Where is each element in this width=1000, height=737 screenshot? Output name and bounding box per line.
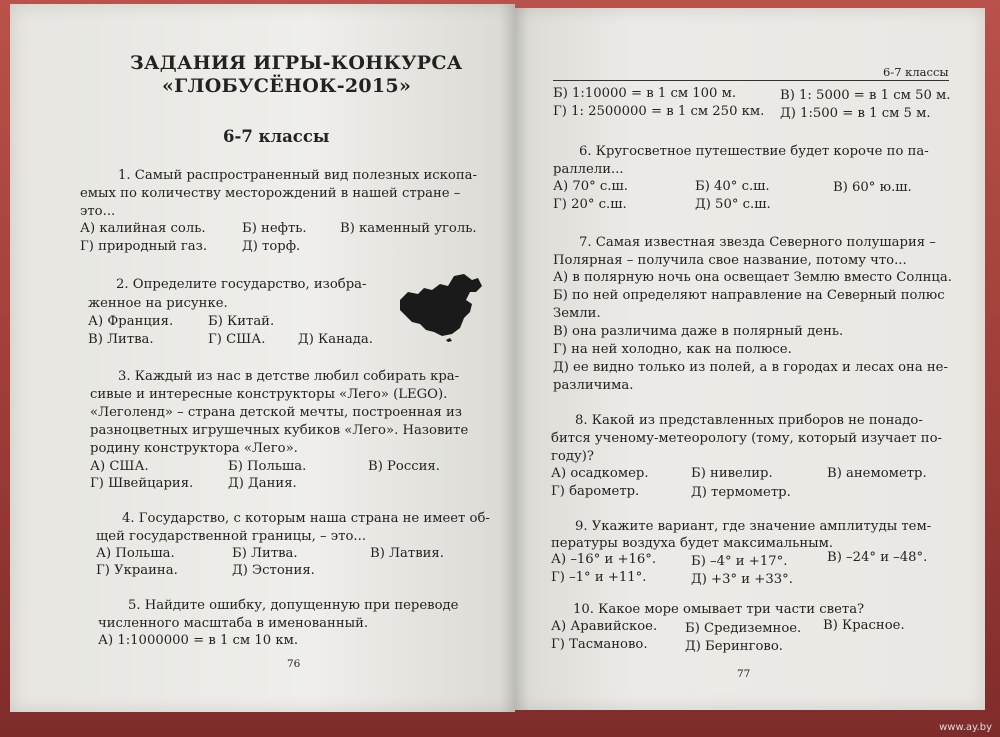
q8-line: 8. Какой из представленных приборов не понадо- xyxy=(575,413,923,428)
q3-option: Г) Швейцария. xyxy=(90,476,194,491)
q10-option: В) Красное. xyxy=(823,618,905,633)
q9-option: А) –16° и +16°. xyxy=(551,552,657,567)
q3-option: А) США. xyxy=(90,459,149,474)
q5-option: Г) 1: 2500000 = в 1 см 250 км. xyxy=(553,104,765,119)
q8-line: бится ученому-метеорологу (тому, который изучает по- xyxy=(551,431,942,446)
q6-line: раллели... xyxy=(553,162,624,177)
q2-option: А) Франция. xyxy=(88,314,174,329)
page-number-right: 77 xyxy=(737,668,751,680)
q4-option: В) Латвия. xyxy=(370,546,444,561)
q8-option: Б) нивелир. xyxy=(691,466,773,481)
q1-option: Б) нефть. xyxy=(242,221,307,236)
q4-line: 4. Государство, с которым наша страна не имеет об- xyxy=(122,511,490,526)
right-page xyxy=(515,8,985,710)
q6-line: 6. Кругосветное путешествие будет короче по па- xyxy=(579,144,929,159)
q5-option: Б) 1:10000 = в 1 см 100 м. xyxy=(553,86,737,101)
q8-option: А) осадкомер. xyxy=(551,466,649,481)
q9-option: Б) –4° и +17°. xyxy=(691,554,788,569)
watermark: www.ay.by xyxy=(939,722,992,733)
q6-option: Б) 40° с.ш. xyxy=(695,179,770,194)
q2-option: Д) Канада. xyxy=(298,332,373,347)
q7-option: В) она различима даже в полярный день. xyxy=(553,324,844,339)
header-rule xyxy=(553,80,949,81)
q4-line: щей государственной границы, – это... xyxy=(96,529,367,544)
q9-line: пературы воздуха будет максимальным. xyxy=(551,536,834,551)
grade-subtitle: 6-7 классы xyxy=(223,127,330,146)
page-number-left: 76 xyxy=(287,658,301,670)
q6-option: А) 70° с.ш. xyxy=(553,179,628,194)
title-line-2: «ГЛОБУСЁНОК-2015» xyxy=(162,75,412,97)
q3-line: родину конструктора «Лего». xyxy=(90,441,298,456)
q8-option: Г) барометр. xyxy=(551,484,640,499)
q3-line: 3. Каждый из нас в детстве любил собирать кра- xyxy=(118,369,460,384)
q3-option: В) Россия. xyxy=(368,459,440,474)
q1-option: Г) природный газ. xyxy=(80,239,208,254)
q2-line: женное на рисунке. xyxy=(88,296,228,311)
q3-line: «Леголенд» – страна детской мечты, построенная из xyxy=(90,405,462,420)
left-page xyxy=(10,4,515,712)
q10-option: Д) Берингово. xyxy=(685,639,783,654)
q5-option: В) 1: 5000 = в 1 см 50 м. xyxy=(780,88,951,103)
q4-option: Д) Эстония. xyxy=(232,563,315,578)
q6-option: Г) 20° с.ш. xyxy=(553,197,627,212)
q7-option: Д) ее видно только из полей, а в городах и лесах она не- xyxy=(553,360,948,375)
q5-option: А) 1:1000000 = в 1 см 10 км. xyxy=(98,633,299,648)
q1-line: это... xyxy=(80,204,116,219)
q10-option: А) Аравийское. xyxy=(551,619,658,634)
q4-option: Б) Литва. xyxy=(232,546,298,561)
q9-option: Г) –1° и +11°. xyxy=(551,570,647,585)
q1-option: В) каменный уголь. xyxy=(340,221,477,236)
q10-option: Б) Средиземное. xyxy=(685,621,802,636)
q1-option: А) калийная соль. xyxy=(80,221,206,236)
q1-line: 1. Самый распространенный вид полезных ископа- xyxy=(118,168,477,183)
q3-option: Б) Польша. xyxy=(228,459,307,474)
q4-option: Г) Украина. xyxy=(96,563,178,578)
q3-line: сивые и интересные конструкторы «Лего» (LEGO). xyxy=(90,387,448,402)
q2-option: Б) Китай. xyxy=(208,314,275,329)
q8-option: Д) термометр. xyxy=(691,485,791,500)
q10-option: Г) Тасманово. xyxy=(551,637,648,652)
q8-line: году)? xyxy=(551,449,594,464)
q3-option: Д) Дания. xyxy=(228,476,297,491)
q2-option: Г) США. xyxy=(208,332,266,347)
q1-option: Д) торф. xyxy=(242,239,301,254)
q7-option: различима. xyxy=(553,378,634,393)
q7-option: Земли. xyxy=(553,306,601,321)
running-head: 6-7 классы xyxy=(883,65,949,79)
q10-line: 10. Какое море омывает три части света? xyxy=(573,602,865,617)
q7-line: Полярная – получила свое название, потому что... xyxy=(553,253,907,268)
q4-option: А) Польша. xyxy=(96,546,175,561)
q9-option: В) –24° и –48°. xyxy=(827,550,928,565)
title-line-1: ЗАДАНИЯ ИГРЫ-КОНКУРСА xyxy=(130,52,463,74)
china-map-image xyxy=(394,270,484,342)
q3-line: разноцветных игрушечных кубиков «Лего». Назовите xyxy=(90,423,469,438)
q6-option: В) 60° ю.ш. xyxy=(833,180,912,195)
q5-option: Д) 1:500 = в 1 см 5 м. xyxy=(780,106,931,121)
q9-line: 9. Укажите вариант, где значение амплитуды тем- xyxy=(575,519,932,534)
q7-option: А) в полярную ночь она освещает Землю вместо Солнца. xyxy=(553,270,952,285)
q7-line: 7. Самая известная звезда Северного полушария – xyxy=(579,235,936,250)
q2-option: В) Литва. xyxy=(88,332,154,347)
q5-line: 5. Найдите ошибку, допущенную при переводе xyxy=(128,598,459,613)
q7-option: Б) по ней определяют направление на Северный полюс xyxy=(553,288,945,303)
q1-line: емых по количеству месторождений в нашей стране – xyxy=(80,186,461,201)
q6-option: Д) 50° с.ш. xyxy=(695,197,771,212)
q7-option: Г) на ней холодно, как на полюсе. xyxy=(553,342,792,357)
q9-option: Д) +3° и +33°. xyxy=(691,572,793,587)
q5-line: численного масштаба в именованный. xyxy=(98,616,369,631)
q8-option: В) анемометр. xyxy=(827,466,927,481)
q2-line: 2. Определите государство, изобра- xyxy=(116,277,367,292)
